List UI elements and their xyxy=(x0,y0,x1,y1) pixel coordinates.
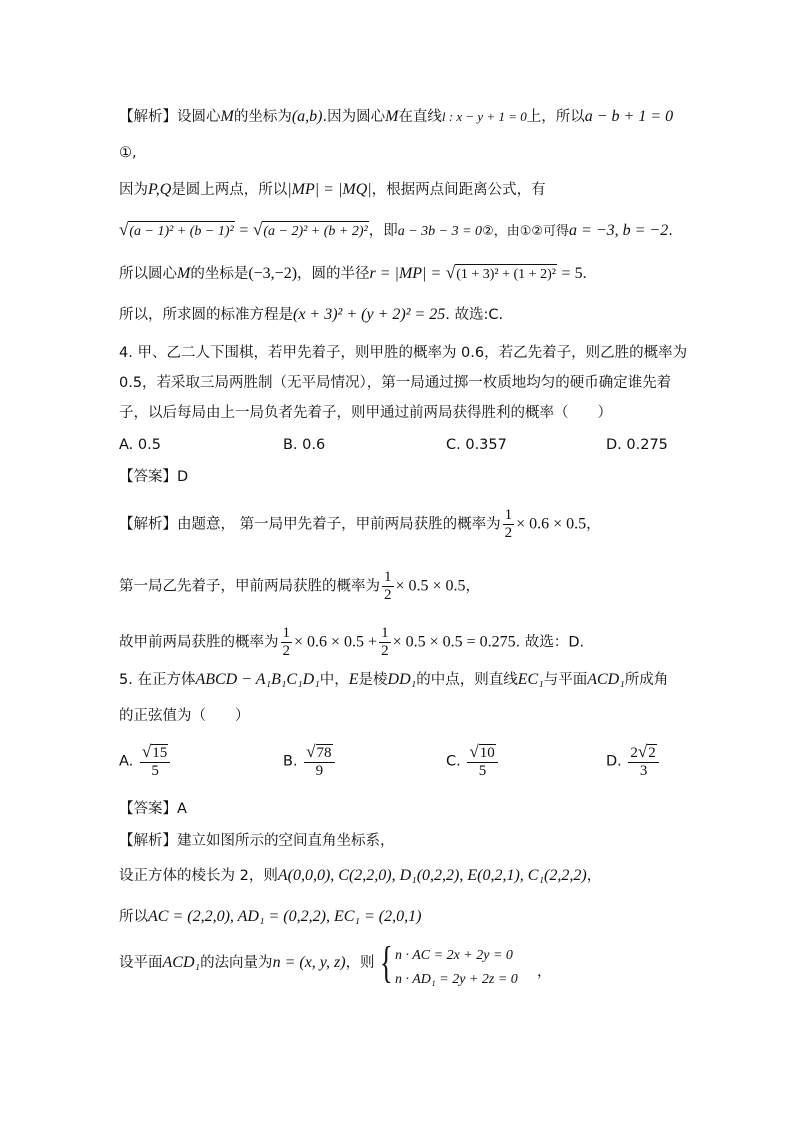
option-label: B. xyxy=(283,753,298,770)
text: 所以圆心 xyxy=(119,266,177,282)
math-expr: l : x − y + 1 = 0 xyxy=(441,109,527,124)
numerator: 1 xyxy=(282,625,290,641)
text: 是圆上两点，所以 xyxy=(171,182,288,198)
math-expr: ABCD − A₁B₁C₁D₁ xyxy=(195,671,320,688)
numerator: 1 xyxy=(504,507,513,523)
math-expr: (−3,−2) xyxy=(248,265,298,282)
sqrt-sign: √ xyxy=(306,742,316,761)
text: .因为圆心 xyxy=(322,109,386,125)
numerator: 1 xyxy=(384,569,392,585)
sqrt-sign: √ xyxy=(445,263,456,282)
text: 故甲前两局获胜的概率为 xyxy=(119,634,279,651)
q5-system-eq-1: n · AC = 2x + 2y = 0 xyxy=(395,948,513,963)
math-expr: = xyxy=(239,222,249,239)
math-expr: |MP| = |MQ| xyxy=(287,181,372,198)
q5-analysis-3 xyxy=(119,907,421,927)
math-expr: × 0.6 × 0.5 xyxy=(516,515,587,533)
fraction-half xyxy=(382,569,394,604)
math-expr: (x + 3)² + (y + 2)² = 25 xyxy=(293,306,446,323)
analysis-tag: 【解析】 xyxy=(119,109,177,125)
math-expr: ACD₁ xyxy=(162,954,201,971)
sqrt-sign: √ xyxy=(119,220,129,239)
q4-option-b: B. 0.6 xyxy=(283,437,326,453)
q4-option-c: C. 0.357 xyxy=(446,437,507,453)
fraction-half xyxy=(503,507,515,542)
text: 是棱 xyxy=(358,672,388,688)
q5-answer: 【答案】A xyxy=(119,801,187,817)
q4-line-2: 0.5，若采取三局两胜制（无平局情况），第一局通过掷一枚质地均匀的硬币确定谁先着 xyxy=(119,375,672,391)
option-fraction xyxy=(628,743,658,780)
text: ， xyxy=(586,868,602,884)
text: . 故选：D. xyxy=(515,634,585,651)
solution-line-1b xyxy=(119,143,137,163)
q5-analysis-2 xyxy=(119,866,601,886)
denominator: 5 xyxy=(478,763,487,779)
text: 上，所以 xyxy=(526,109,585,125)
math-var: M xyxy=(220,108,234,125)
q4-analysis-3 xyxy=(119,625,584,660)
denominator: 2 xyxy=(384,587,392,603)
solution-line-1 xyxy=(119,107,673,127)
math-expr: ACD₁ xyxy=(587,671,625,688)
q5-option-b xyxy=(283,743,337,780)
q4-line-1: 4. 甲、乙二人下围棋，若甲先着子，则甲胜的概率为 0.6，若乙先着子，则乙胜的概率为 xyxy=(119,345,688,361)
q4-line-3: 子，以后每局由上一局负者先着子，则甲通过前两局获得胜利的概率（ ） xyxy=(119,405,612,421)
math-expr: × 0.5 × 0.5 = 0.275 xyxy=(392,633,516,651)
q5-option-d xyxy=(606,743,661,780)
text: 【解析】由题意， 第一局甲先着子，甲前两局获胜的概率为 xyxy=(119,516,501,533)
solution-line-3 xyxy=(119,220,673,242)
coefficient: 2 xyxy=(630,745,638,761)
denominator: 3 xyxy=(639,763,648,779)
sqrt-sign: √ xyxy=(252,220,263,239)
denominator: 2 xyxy=(381,643,389,659)
text: 与平面 xyxy=(543,672,588,688)
text: ②，由①②可得 xyxy=(482,224,570,239)
solution-line-4 xyxy=(119,263,587,285)
math-expr: EC₁ xyxy=(517,671,544,688)
q4-option-a: A. 0.5 xyxy=(119,437,161,453)
solution-line-2 xyxy=(119,180,546,200)
option-label: D. xyxy=(606,753,622,770)
math-expr: = 5. xyxy=(561,265,587,282)
text: 设圆心 xyxy=(177,109,221,125)
numerator: 78 xyxy=(316,745,332,761)
math-expr: a = −3, b = −2 xyxy=(569,222,669,239)
q4-option-d: D. 0.275 xyxy=(606,437,668,453)
text: 所以 xyxy=(119,909,148,925)
math-expr: AC = (2,2,0), AD₁ = (0,2,2), EC₁ = (2,0,1) xyxy=(148,908,422,925)
text: . 故选:C. xyxy=(445,307,504,323)
text: 所成角 xyxy=(624,672,669,688)
math-expr: (1 + 3)² + (1 + 2)² xyxy=(455,264,557,285)
denominator: 5 xyxy=(151,763,159,779)
text: ，圆的半径 xyxy=(297,266,370,282)
math-expr: × 0.5 × 0.5 xyxy=(395,577,466,595)
text: 所以，所求圆的标准方程是 xyxy=(119,307,293,323)
math-expr: r = |MP| = xyxy=(369,265,442,282)
numerator: 1 xyxy=(381,625,389,641)
text: 中， xyxy=(319,672,349,688)
text: 的坐标为 xyxy=(233,109,292,125)
math-var: E xyxy=(348,671,359,688)
q5-option-c xyxy=(446,743,500,780)
sqrt-sign: √ xyxy=(637,742,648,761)
option-label: A. xyxy=(119,753,134,770)
text: 的法向量为 xyxy=(200,955,273,971)
text: . xyxy=(668,223,673,239)
text: ，即 xyxy=(368,223,398,239)
q5-system-end: ， xyxy=(537,964,552,980)
option-fraction xyxy=(304,743,334,780)
text: 因为 xyxy=(119,182,148,198)
text: ，则 xyxy=(345,955,375,971)
math-expr: a − 3b − 3 = 0 xyxy=(397,224,483,239)
text: ，根据两点间距离公式，有 xyxy=(371,182,546,198)
text: ①, xyxy=(119,145,137,161)
math-expr: (a,b) xyxy=(291,108,323,125)
q4-analysis-2 xyxy=(119,569,480,604)
denominator: 2 xyxy=(504,525,513,541)
math-expr: n = (x, y, z) xyxy=(272,954,346,971)
text: 第一局乙先着子，甲前两局获胜的概率为 xyxy=(119,578,380,595)
q5-system-eq-2: n · AD₁ = 2y + 2z = 0 xyxy=(395,972,518,987)
math-expr: × 0.6 × 0.5 + xyxy=(294,633,378,651)
q4-analysis-1 xyxy=(119,507,601,542)
math-var: M xyxy=(177,265,191,282)
q5-option-a xyxy=(119,743,172,780)
denominator: 2 xyxy=(282,643,290,659)
q4-answer: 【答案】D xyxy=(119,469,189,485)
text: ， xyxy=(465,578,481,595)
math-expr: DD₁ xyxy=(387,671,417,688)
text: 设平面 xyxy=(119,955,163,971)
numerator: 10 xyxy=(479,745,495,761)
option-fraction xyxy=(140,743,170,780)
option-label: C. xyxy=(446,753,461,770)
q5-analysis-1: 【解析】建立如图所示的空间直角坐标系， xyxy=(119,833,395,849)
denominator: 9 xyxy=(315,763,324,779)
sqrt-sign: √ xyxy=(141,742,152,761)
math-var: M xyxy=(385,108,399,125)
option-fraction xyxy=(467,743,497,780)
solution-line-5 xyxy=(119,305,503,325)
q5-line-1 xyxy=(119,670,668,690)
sqrt-sign: √ xyxy=(469,742,479,761)
math-expr: P,Q xyxy=(148,181,172,198)
system-brace: { xyxy=(380,938,393,987)
text: ， xyxy=(586,516,601,533)
math-expr: a − b + 1 = 0 xyxy=(584,108,674,125)
text: 在直线 xyxy=(398,109,442,125)
text: 5. 在正方体 xyxy=(119,672,196,688)
math-expr: A(0,0,0), C(2,2,0), D₁(0,2,2), E(0,2,1), C₁(2,2,2) xyxy=(277,867,587,884)
math-expr: (a − 1)² + (b − 1)² xyxy=(128,221,234,242)
text: 设正方体的棱长为 2，则 xyxy=(119,868,278,884)
numerator: 15 xyxy=(152,745,168,761)
text: 的中点，则直线 xyxy=(416,672,518,688)
q5-line-2: 的正弦值为（ ） xyxy=(119,708,250,724)
numerator: 2 xyxy=(648,745,656,761)
text: 的坐标是 xyxy=(190,266,249,282)
fraction-half xyxy=(281,625,293,660)
fraction-half xyxy=(379,625,391,660)
q5-analysis-4 xyxy=(119,953,375,973)
math-expr: (a − 2)² + (b + 2)² xyxy=(262,221,368,242)
